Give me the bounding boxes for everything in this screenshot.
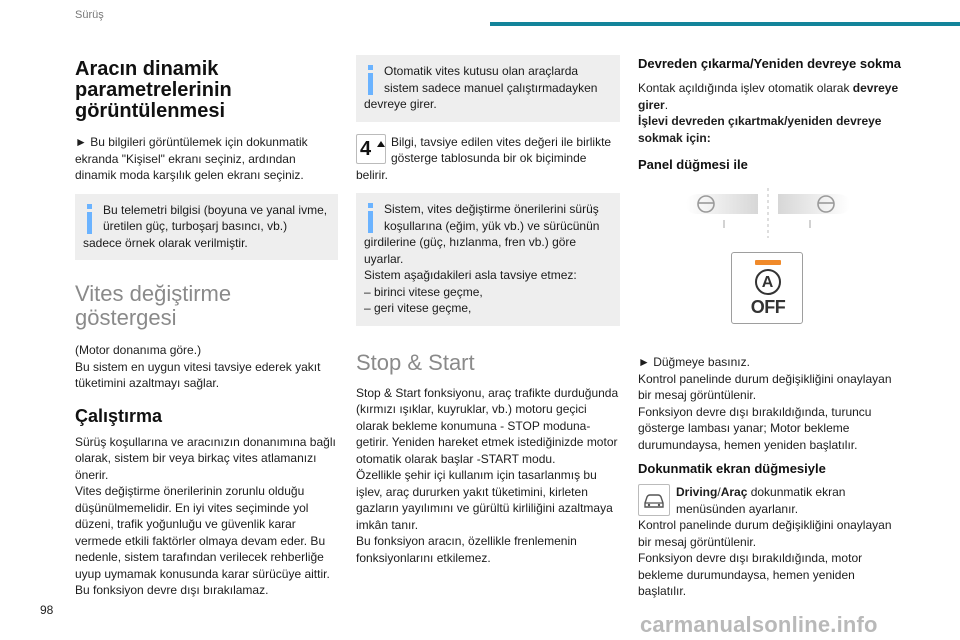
touchscreen-text-inline: Driving/Araç dokunmatik ekran menüsünden ayarlanır. [676,485,846,516]
orange-indicator-lamp [755,260,781,265]
header-accent-bar [490,22,960,26]
stop-start-a-icon: A [755,269,781,295]
panel-illustration [638,180,906,350]
dashboard-buttons-icon [638,180,906,250]
info-icon [364,201,378,233]
heading-stop-start: Stop & Start [356,349,475,375]
info-icon [364,63,378,95]
instruction-text: ► Bu bilgileri görüntülemek için dokunmatik ekranda "Kişisel" ekranı seçiniz, ardından dinamik moda karşılık gelen ekranı seçiniz. [75,135,308,182]
touchscreen-row [638,484,906,517]
column-1 [75,55,338,599]
page-number: 98 [40,603,54,617]
heading-dynamic-parameters: Aracın dinamik parametrelerinin görüntülenmesi [75,58,232,122]
intro-text: Kontak açıldığında işlev otomatik olarak devreye girer. İşlevi devreden çıkartmak/yeniden devreye sokmak için: [638,81,899,145]
operation-body: Sürüş koşullarına ve aracınızın donanımına bağlı olarak, sistem bir veya birkaç vites atlamanızı önerir. Vites değiştirme önerilerinin zorunlu olduğu düşünülmemelidir. En iyi vites seçiminde yol düzeni, trafik yoğunluğu ve güvenlik karar vermede etkili faktörler olmaya devam eder. Bu nedenle, sistem tarafından verilecek rehberliğe uyup uymamak konusunda karar sürücüye aittir. Bu fonksiyon devre dışı bırakılamaz. [75,434,336,597]
gear-indicator-text: Bilgi, tavsiye edilen vites değeri ile birlikte gösterge tablosunda bir ok biçiminde belirir. [356,134,612,182]
off-label: OFF [750,297,786,317]
watermark: carmanualsonline.info [640,612,878,637]
column-3 [638,55,906,600]
gear-indicator-row [356,134,620,184]
info-box-text: Sistem, vites değiştirme önerilerini sürüş koşullarına (eğim, yük vb.) ve sürücünün girdilerine (güç, hızlanma, fren vb.) göre uyarlar. Sistem aşağıdakileri asla tavsiye etmez: – birinci vitese geçme, – geri vitese geçme, [364,202,600,315]
heading-gear-shift-indicator: Vites değiştirme göstergesi [75,281,232,330]
gear-shift-intro: (Motor donanıma göre.) Bu sistem en uygun vitesi tavsiye ederek yakıt tüketimini azaltmayı sağlar. [75,343,321,390]
info-box-automatic [356,55,620,122]
auto-off-button[interactable] [731,252,803,324]
stop-start-body: Stop & Start fonksiyonu, araç trafikte durduğunda (kırmızı ışıklar, kuyruklar, vb.) motoru geçici olarak bekleme konumuna - STOP moduna- getirir. Yeniden hareket etmek istediğinizde motor otomatik olarak başlar -START modu. Özellikle şehir içi kullanım için tasarlanmış bu işlev, araç dururken yakıt tüketimini, kirleten gazların yayılımını ve gürültü kirliliğini azaltmaya imkân tanır. Bu fonksiyon aracın, özellikle frenlemenin fonksiyonlarını etkilemez. [356,385,619,565]
heading-panel-button: Panel düğmesi ile [638,157,748,172]
heading-touchscreen-button: Dokunmatik ekran düğmesiyle [638,461,826,476]
panel-button-text: ► Düğmeye basınız. Kontrol panelinde durum değişikliğini onaylayan bir mesaj görüntülenir. Fonksiyon devre dışı bırakıldığında, turuncu gösterge lambası yanar; Motor bekleme durumundaysa, hemen yeniden başlatılır. [638,355,892,452]
heading-operation: Çalıştırma [75,405,163,426]
info-box [75,194,338,261]
info-box-text: Otomatik vites kutusu olan araçlarda sistem sadece manuel çalıştırmadayken devreye girer. [364,64,598,111]
column-2 [356,55,620,566]
info-box-system [356,193,620,326]
touchscreen-body: Kontrol panelinde durum değişikliğini onaylayan bir mesaj görüntülenir. Fonksiyon devre dışı bırakıldığında, motor bekleme durumundaysa, hemen yeniden başlatılır. [638,518,892,598]
heading-deactivate-reactivate: Devreden çıkarma/Yeniden devreye sokma [638,56,902,71]
header-section: Sürüş [75,9,104,21]
gear-up-arrow-icon: 4 [356,134,386,164]
info-box-text: Bu telemetri bilgisi (boyuna ve yanal ivme, üretilen güç, turboşarj basıncı, vb.) sadece örnek olarak verilmiştir. [83,202,328,250]
info-icon [83,202,97,234]
car-icon [638,484,670,516]
